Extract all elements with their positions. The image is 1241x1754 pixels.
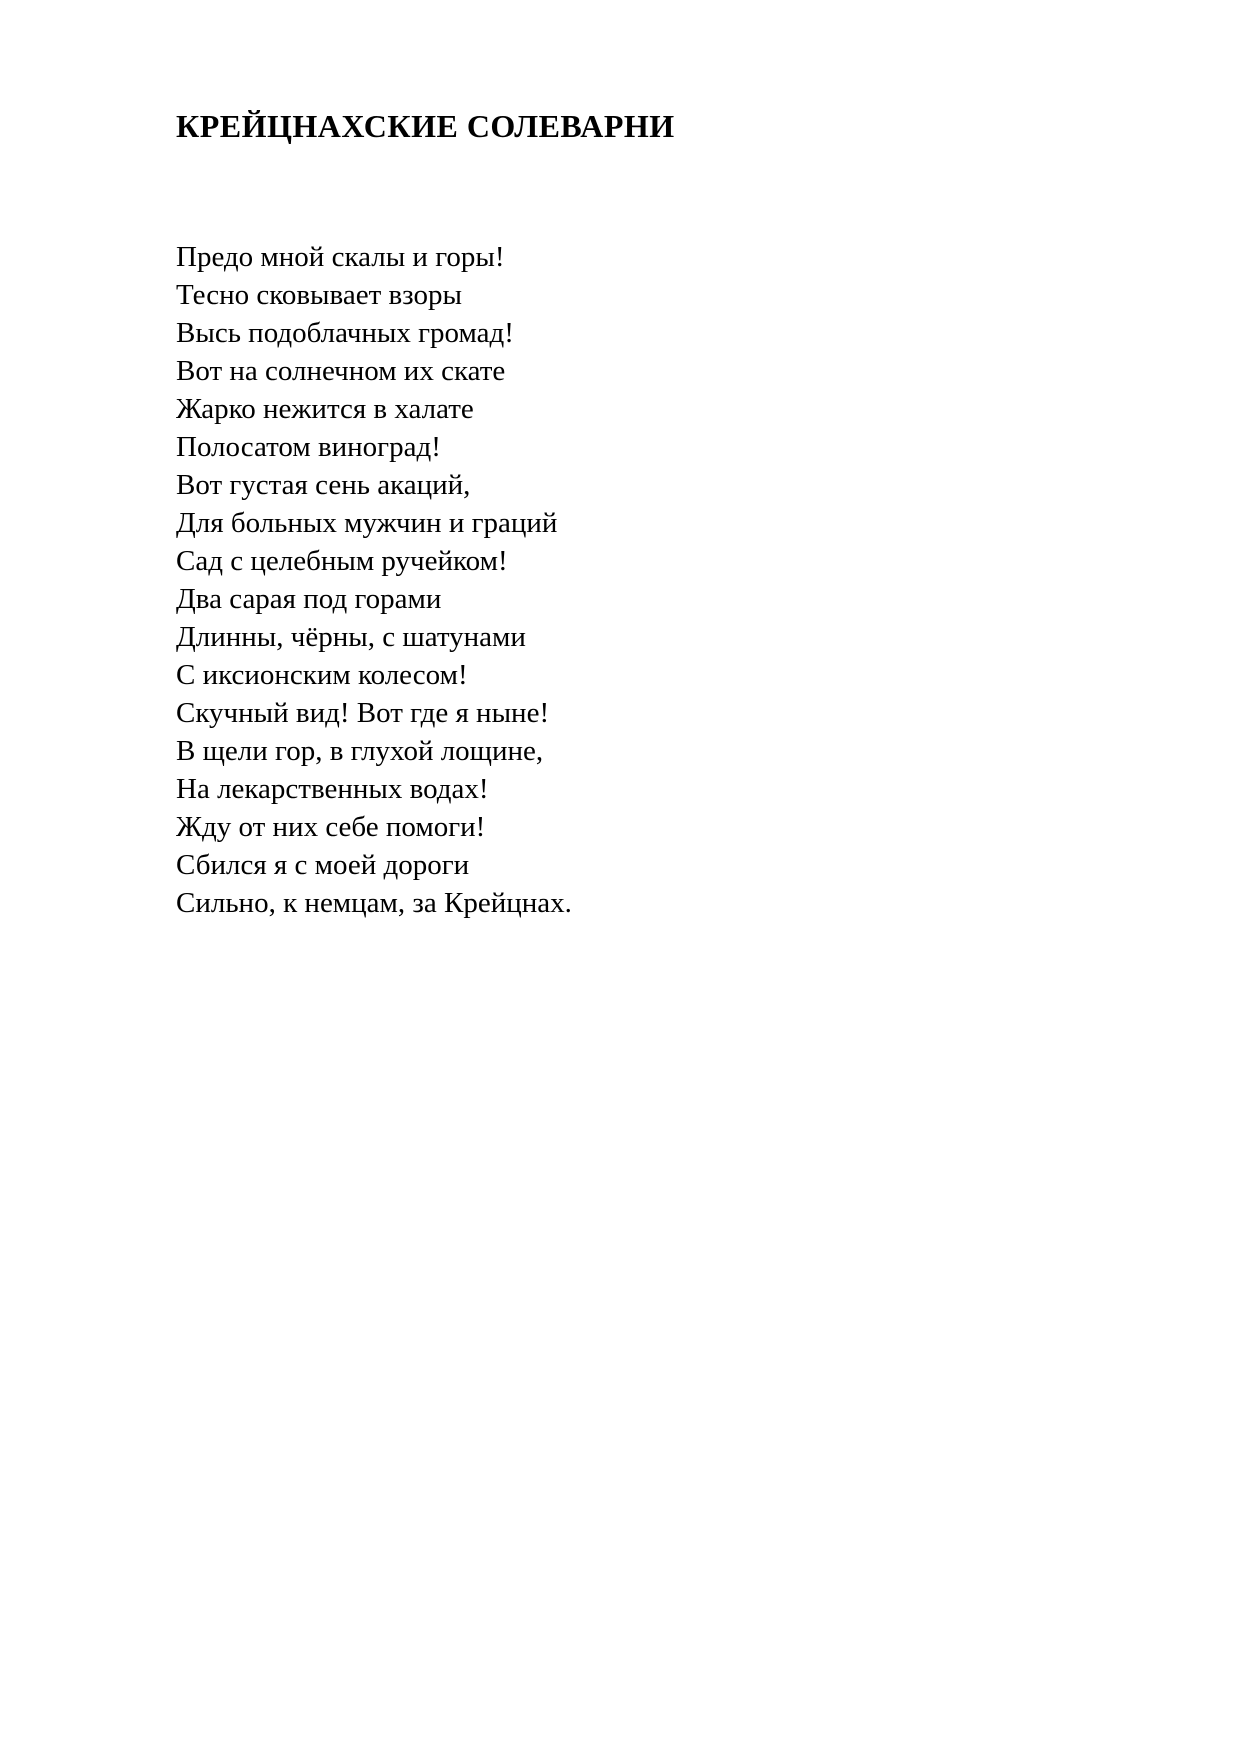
poem-line: Тесно сковывает взоры [176, 279, 462, 311]
poem-line: Скучный вид! Вот где я ныне! [176, 697, 550, 729]
poem-line: Вот на солнечном их скате [176, 355, 506, 387]
poem-line: Жарко нежится в халате [176, 393, 474, 425]
poem-line: Сбился я с моей дороги [176, 849, 470, 881]
poem-line: Для больных мужчин и граций [176, 507, 558, 539]
poem-line: Длинны, чёрны, с шатунами [176, 621, 526, 653]
poem-title: КРЕЙЦНАХСКИЕ СОЛЕВАРНИ [176, 108, 675, 144]
poem-line: С иксионским колесом! [176, 659, 468, 691]
poem-line: Вот густая сень акаций, [176, 469, 471, 501]
poem-line: Сад с целебным ручейком! [176, 545, 508, 577]
poem-line: Сильно, к немцам, за Крейцнах. [176, 887, 572, 919]
poem-line: В щели гор, в глухой лощине, [176, 735, 544, 767]
poem-line: Высь подоблачных громад! [176, 317, 514, 349]
poem-line: Предо мной скалы и горы! [176, 241, 505, 273]
poem-text [176, 238, 1066, 922]
document-body [176, 106, 1066, 922]
poem-line: На лекарственных водах! [176, 773, 489, 805]
poem-line: Два сарая под горами [176, 583, 442, 615]
poem-line: Жду от них себе помоги! [176, 811, 486, 843]
poem-line: Полосатом виноград! [176, 431, 441, 463]
